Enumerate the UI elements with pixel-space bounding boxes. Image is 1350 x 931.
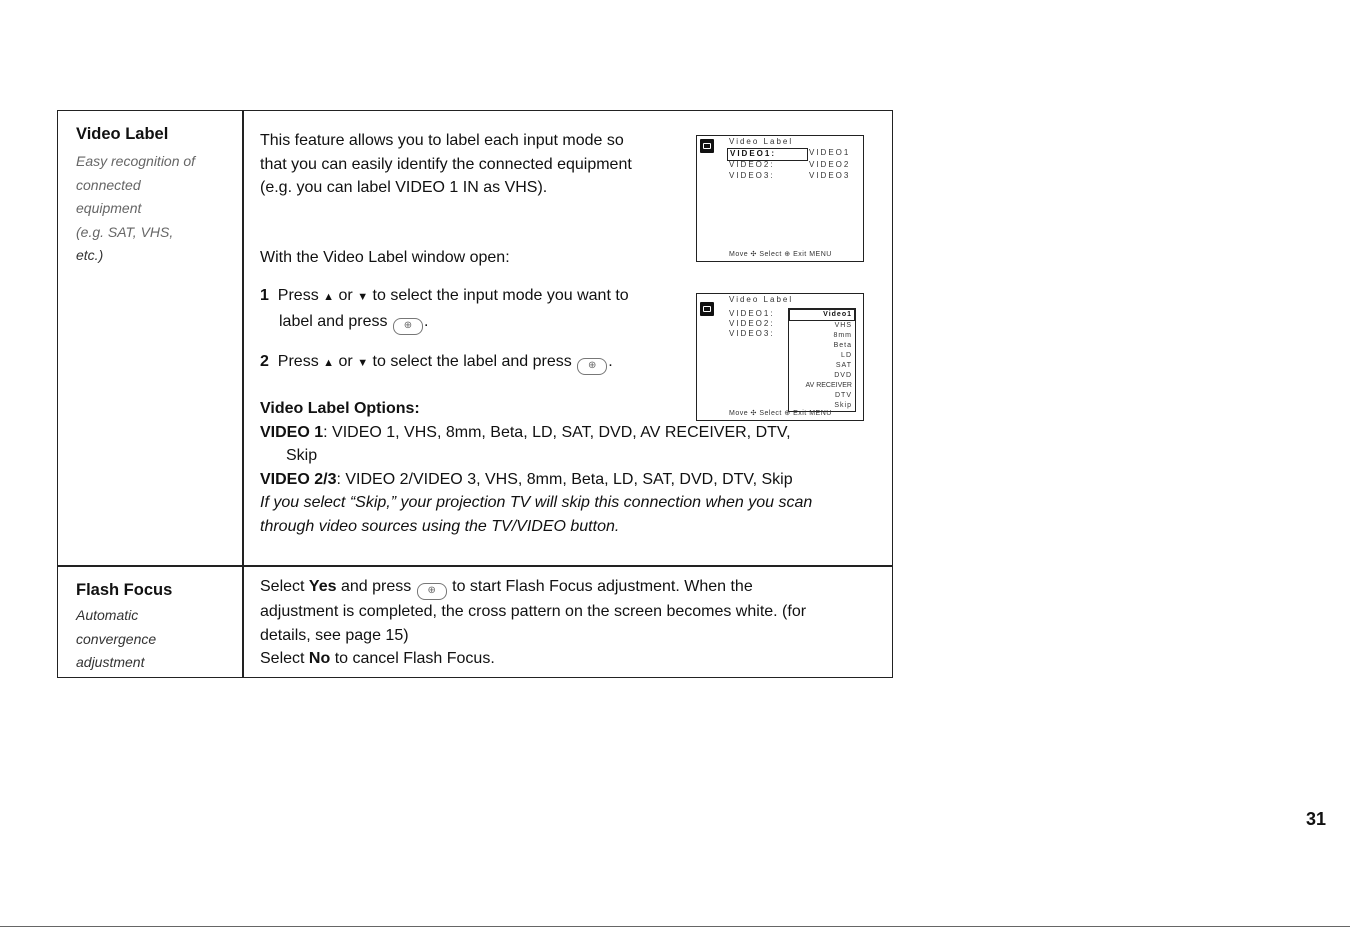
screen-2-option: Skip	[834, 402, 852, 409]
down-arrow-icon: ▼	[357, 356, 369, 369]
flash-and-press: and press	[340, 578, 412, 595]
screen-2-option: SAT	[835, 362, 852, 369]
flash-no: No	[308, 650, 331, 667]
flash-select: Select	[260, 578, 305, 595]
intro-line-3: (e.g. you can label VIDEO 1 IN as VHS).	[260, 179, 548, 196]
screen-1-input-2: VIDEO2:	[729, 160, 775, 169]
enter-button-icon: ⊕	[577, 358, 607, 375]
option-video23-text: : VIDEO 2/VIDEO 3, VHS, 8mm, Beta, LD, SAT, DVD, DTV, Skip	[336, 470, 793, 488]
step-2: 2 Press ▲ or ▼ to select the label and press ⊕ .	[260, 350, 812, 376]
video-label-screen-1	[696, 135, 864, 262]
intro-line-1: This feature allows you to label each input mode so	[260, 132, 624, 149]
flash-focus-subtitle-2: convergence	[76, 630, 157, 647]
up-arrow-icon: ▲	[323, 356, 335, 369]
screen-2-option: DTV	[835, 392, 852, 399]
video-label-subtitle-3: equipment	[76, 200, 142, 216]
screen-1-title: Video Label	[729, 137, 794, 146]
window-open-text: With the Video Label window open:	[260, 248, 510, 266]
step-2-press: Press	[277, 352, 319, 370]
option-video1-label: VIDEO 1	[260, 423, 324, 441]
options-title: Video Label Options:	[260, 400, 420, 417]
note-line-2: through video sources using the TV/VIDEO button.	[260, 517, 620, 535]
step-2-number: 2	[260, 352, 269, 370]
video-label-subtitle-2: connected	[76, 176, 141, 193]
screen-1-label-2: VIDEO2	[809, 160, 851, 169]
column-divider	[242, 111, 244, 677]
flash-line-4-rest: to cancel Flash Focus.	[334, 650, 495, 667]
screen-1-input-3: VIDEO3:	[729, 171, 775, 180]
option-video23-label: VIDEO 2/3	[260, 470, 337, 488]
screen-2-option: DVD	[834, 372, 852, 379]
screen-2-option-selected: Video1	[789, 309, 855, 321]
step-1-or: or	[338, 287, 353, 304]
step-1-text-2: label and press	[279, 312, 388, 330]
down-arrow-icon: ▼	[357, 291, 369, 303]
screen-2-input-2: VIDEO2:	[729, 319, 775, 328]
flash-focus-heading-cell	[76, 581, 172, 675]
screen-2-option: VHS	[834, 322, 852, 329]
page-number: 31	[1306, 809, 1327, 829]
screen-2-option: 8mm	[833, 332, 852, 339]
flash-focus-title: Flash Focus	[76, 581, 173, 599]
video-label-heading-cell	[76, 125, 195, 268]
screen-1-label-1: VIDEO1	[809, 148, 851, 157]
enter-button-icon: ⊕	[417, 583, 447, 600]
video-label-screen-2	[696, 293, 864, 421]
option-video1	[260, 421, 812, 445]
screen-2-footer: Move ✣ Select ⊕ Exit MENU	[729, 409, 832, 417]
step-2-or: or	[338, 352, 353, 370]
screen-2-input-1: VIDEO1:	[729, 309, 775, 318]
flash-select-2: Select	[260, 650, 305, 667]
option-video1-text: : VIDEO 1, VHS, 8mm, Beta, LD, SAT, DVD, AV RECEIVER, DTV,	[323, 423, 791, 441]
screen-1-footer: Move ✣ Select ⊕ Exit MENU	[729, 250, 832, 258]
feature-table	[57, 110, 893, 678]
screen-2-option: Beta	[833, 342, 852, 349]
screen-2-option: LD	[841, 352, 852, 359]
video-label-subtitle-4: (e.g. SAT, VHS,	[76, 223, 174, 240]
flash-line-1-rest: to start Flash Focus adjustment. When the	[452, 578, 753, 595]
video-label-subtitle-5: etc.)	[76, 247, 104, 263]
video-label-subtitle-1: Easy recognition of	[76, 153, 196, 169]
up-arrow-icon: ▲	[323, 291, 335, 303]
note-line-1: If you select “Skip,” your projection TV will skip this connection when you scan	[260, 494, 813, 511]
step-1-text: to select the input mode you want to	[372, 287, 629, 304]
flash-line-3: details, see page 15)	[260, 626, 409, 644]
step-1-number: 1	[260, 287, 269, 304]
screen-1-label-3: VIDEO3	[809, 171, 851, 180]
flash-line-1	[260, 575, 806, 600]
flash-focus-description	[260, 575, 806, 671]
tv-icon	[700, 302, 714, 316]
enter-button-icon: ⊕	[393, 318, 423, 335]
option-video23	[260, 468, 812, 492]
step-1-cont: label and press ⊕ .	[260, 310, 812, 335]
screen-2-option: AV RECEIVER	[805, 382, 852, 389]
flash-focus-subtitle-3: adjustment	[76, 654, 145, 670]
intro-line-2: that you can easily identify the connected equipment	[260, 155, 632, 173]
step-1-press: Press	[277, 287, 319, 304]
flash-line-2: adjustment is completed, the cross pattern on the screen becomes white. (for	[260, 603, 807, 620]
step-2-text: to select the label and press	[372, 352, 572, 370]
flash-focus-subtitle-1: Automatic	[76, 607, 139, 623]
screen-2-options-list	[788, 308, 856, 412]
screen-2-title: Video Label	[729, 295, 794, 304]
flash-line-4	[260, 647, 806, 671]
flash-yes: Yes	[308, 578, 337, 595]
screen-2-input-3: VIDEO3:	[729, 329, 775, 338]
video-label-title: Video Label	[76, 125, 169, 143]
row-divider	[58, 565, 892, 567]
screen-1-selected-input: VIDEO1:	[727, 148, 808, 161]
tv-icon	[700, 139, 714, 153]
bottom-rule	[0, 926, 1350, 927]
option-video1-cont: Skip	[286, 447, 318, 464]
